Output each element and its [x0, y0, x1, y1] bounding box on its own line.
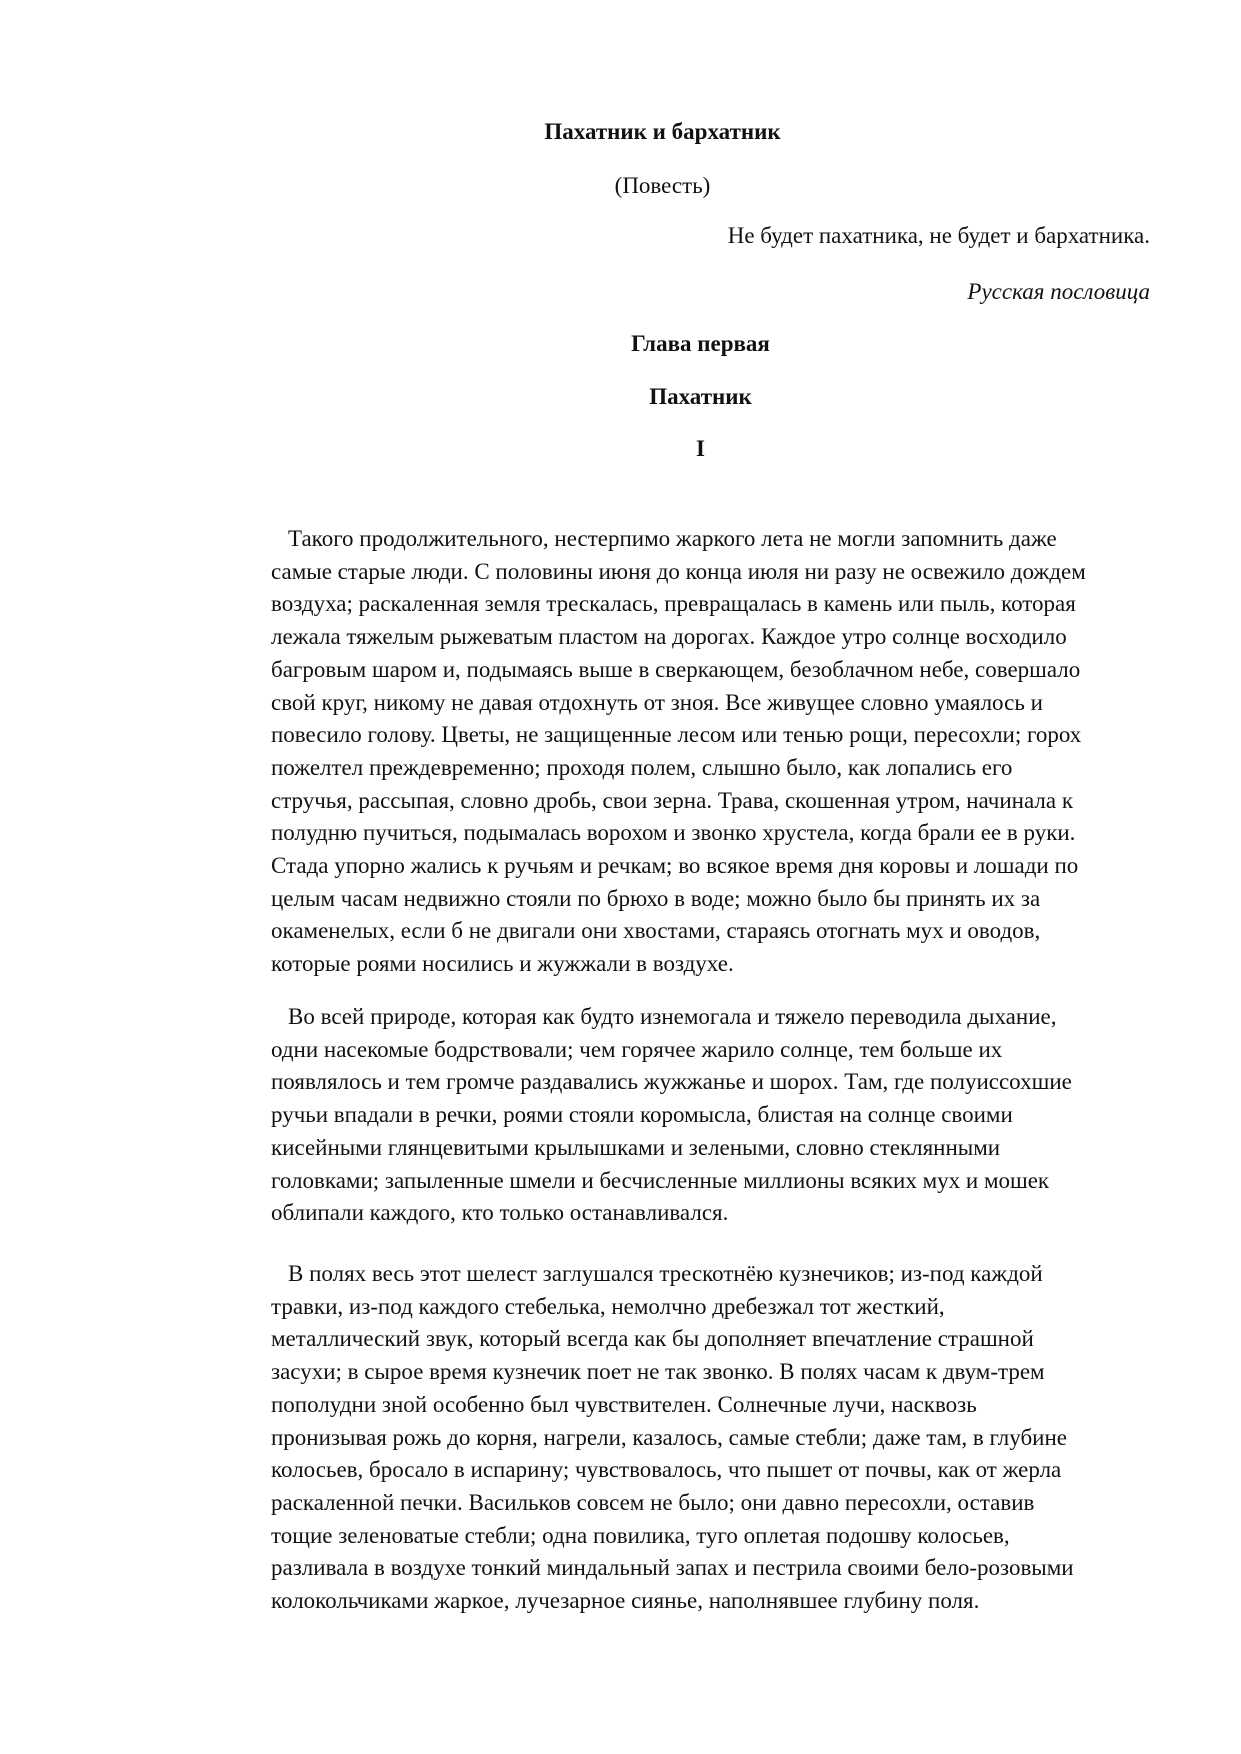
chapter-name: Пахатник: [649, 384, 752, 409]
text-line: полудню пучиться, подымалась ворохом и звонко хрустела, когда брали ее в руки.: [271, 820, 1076, 846]
text-line: самые старые люди. С половины июня до конца июля ни разу не освежило дождем: [271, 558, 1086, 584]
text-line: травки, из-под каждого стебелька, немолчно дребезжал тот жесткий,: [271, 1293, 945, 1319]
text-line: металлический звук, который всегда как бы дополняет впечатление страшной: [271, 1326, 1034, 1352]
paragraph-3: [254, 1258, 1154, 1618]
text-line: появлялось и тем громче раздавались жужжанье и шорох. Там, где полуиссохшие: [271, 1069, 1072, 1095]
text-line: Такого продолжительного, нестерпимо жаркого лета не могли запомнить даже: [288, 526, 1057, 551]
text-line: кисейными глянцевитыми крылышками и зелеными, словно стеклянными: [271, 1134, 1001, 1160]
paragraph: [254, 1258, 1154, 1618]
chapter-heading: Глава первая: [631, 331, 770, 356]
text-line: Во всей природе, которая как будто изнемогала и тяжело переводила дыхание,: [288, 1004, 1057, 1029]
text-line: разливала в воздухе тонкий миндальный запах и пестрила своими бело-розовыми: [271, 1555, 1074, 1581]
text-line: целым часам недвижно стояли по брюхо в воде; можно было бы принять их за: [271, 885, 1041, 911]
text-line: тощие зеленоватые стебли; одна повилика, туго оплетая подошву колосьев,: [271, 1522, 1010, 1548]
text-line: лежала тяжелым рыжеватым пластом на дорогах. Каждое утро солнце восходило: [271, 624, 1067, 650]
text-line: облипали каждого, кто только останавливался.: [271, 1200, 729, 1226]
text-line: свой круг, никому не давая отдохнуть от зноя. Все живущее словно умаялось и: [271, 689, 1043, 715]
text-line: окаменелых, если б не двигали они хвостами, стараясь отогнать мух и оводов,: [271, 918, 1041, 944]
paragraph: [254, 523, 1154, 981]
text-line: ручьи впадали в речки, роями стояли коромысла, блистая на солнце своими: [271, 1102, 1013, 1128]
text-line: колосьев, бросало в испарину; чувствовалось, что пышет от почвы, как от жерла: [271, 1457, 1062, 1483]
epigraph-source: Русская пословица: [967, 279, 1150, 304]
text-line: стручья, рассыпая, словно дробь, свои зерна. Трава, скошенная утром, начинала к: [271, 787, 1074, 813]
text-line: пронизывая рожь до корня, нагрели, казалось, самые стебли; даже там, в глубине: [271, 1424, 1068, 1450]
text-line: которые роями носились и жужжали в воздухе.: [271, 951, 734, 977]
text-line: багровым шаром и, подымаясь выше в сверкающем, безоблачном небе, совершало: [271, 656, 1081, 682]
text-line: засухи; в сырое время кузнечик поет не так звонко. В полях часам к двум-трем: [271, 1359, 1045, 1385]
text-line: В полях весь этот шелест заглушался трескотнёю кузнечиков; из-под каждой: [288, 1261, 1043, 1286]
text-line: Стада упорно жались к ручьям и речкам; во всякое время дня коровы и лошади по: [271, 853, 1079, 879]
text-line: пожелтел преждевременно; проходя полем, слышно было, как лопались его: [271, 754, 1013, 780]
paragraph-2: [254, 1001, 1154, 1230]
text-line: воздуха; раскаленная земля трескалась, превращалась в камень или пыль, которая: [271, 591, 1076, 617]
text-line: колокольчиками жаркое, лучезарное сиянье, наполнявшее глубину поля.: [271, 1588, 980, 1614]
text-line: головками; запыленные шмели и бесчисленные миллионы всяких мух и мошек: [271, 1167, 1050, 1193]
paragraph: [254, 1001, 1154, 1230]
document-subtitle: (Повесть): [614, 173, 711, 198]
text-line: раскаленной печки. Васильков совсем не было; они давно пересохли, оставив: [271, 1489, 1035, 1515]
section-number: I: [696, 436, 705, 461]
text-line: пополудни зной особенно был чувствителен. Солнечные лучи, насквозь: [271, 1391, 977, 1417]
document-title: Пахатник и бархатник: [544, 119, 781, 144]
epigraph-text: Не будет пахатника, не будет и бархатника.: [727, 223, 1150, 248]
text-line: одни насекомые бодрствовали; чем горячее жарило солнце, тем больше их: [271, 1036, 1003, 1062]
text-line: повесило голову. Цветы, не защищенные лесом или тенью рощи, пересохли; горох: [271, 722, 1082, 748]
paragraph-1: [254, 523, 1154, 981]
